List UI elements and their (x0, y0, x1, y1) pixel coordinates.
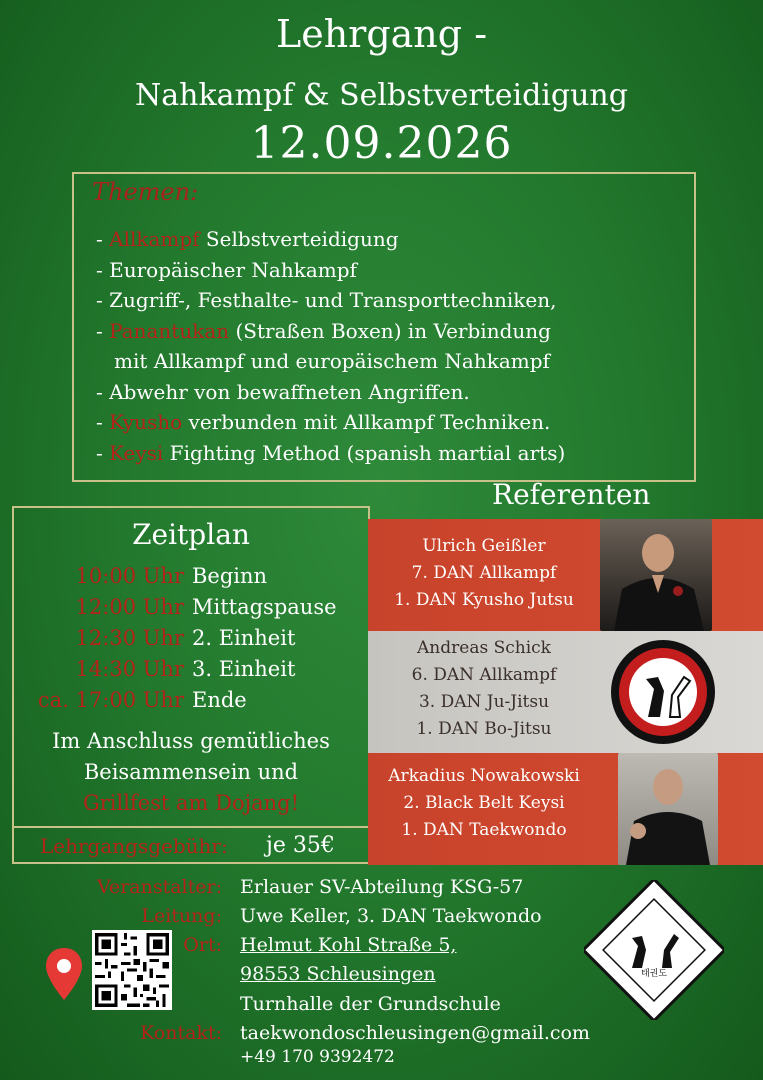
allkampf-logo (608, 637, 718, 747)
list-item: - Panantukan (Straßen Boxen) in Verbindung (96, 318, 551, 343)
referent-photo (618, 753, 718, 865)
leitung-label: Leitung: (141, 905, 222, 927)
zeitplan-heading: Zeitplan (132, 518, 250, 551)
referent-card-3 (368, 753, 763, 865)
fee-row (14, 826, 368, 864)
schedule-event: Ende (192, 688, 247, 712)
svg-text:태권도: 태권도 (640, 969, 668, 979)
themen-list (96, 224, 691, 468)
referent-rank: 7. DAN Allkampf (411, 563, 557, 583)
themen-heading: Themen: (92, 178, 199, 206)
referent-rank: 1. DAN Bo-Jitsu (416, 719, 552, 739)
referent-rank: 1. DAN Taekwondo (401, 820, 567, 840)
email-link[interactable]: taekwondoschleusingen@gmail.com (240, 1022, 590, 1044)
referent-name: Ulrich Geißler (422, 536, 546, 556)
kontakt-label: Kontakt: (140, 1022, 222, 1044)
schedule-event: 2. Einheit (192, 626, 296, 650)
list-item: - Abwehr von bewaffneten Angriffen. (96, 379, 470, 404)
list-item: - Allkampf Selbstverteidigung (96, 227, 399, 251)
schedule-event: Beginn (192, 564, 268, 588)
referent-card-2 (368, 631, 763, 753)
referent-rank: 1. DAN Kyusho Jutsu (394, 590, 574, 610)
title-line-2: Nahkampf & Selbstverteidigung (135, 78, 628, 113)
schedule-event: Mittagspause (192, 595, 337, 619)
title-line-1: Lehrgang - (275, 12, 488, 56)
schedule-time: 14:30 Uhr (75, 657, 184, 681)
fee-value: je 35€ (266, 833, 335, 858)
list-item: - Europäischer Nahkampf (96, 257, 357, 282)
referent-rank: 2. Black Belt Keysi (403, 793, 565, 813)
referent-name: Arkadius Nowakowski (388, 766, 580, 786)
referent-photo (600, 519, 712, 631)
notice-line-3: Grillfest am Dojang! (82, 791, 300, 815)
list-item: - Zugriff-, Festhalte- und Transporttechniken, (96, 288, 557, 312)
leitung-value: Uwe Keller, 3. DAN Taekwondo (240, 905, 542, 927)
map-pin-icon[interactable] (44, 946, 84, 1002)
fee-label: Lehrgangsgebühr: (40, 834, 228, 858)
qr-code[interactable] (92, 930, 172, 1010)
list-item: - Kyusho verbunden mit Allkampf Techniken. (96, 410, 551, 434)
address-street-link[interactable]: Helmut Kohl Straße 5, (240, 934, 457, 956)
referenten-heading: Referenten (492, 478, 651, 511)
referent-name: Andreas Schick (417, 638, 551, 658)
ksg57-logo (584, 880, 724, 1020)
address-city-link[interactable]: 98553 Schleusingen (240, 963, 436, 985)
list-item: - Keysi Fighting Method (spanish martial arts) (96, 440, 566, 465)
referent-card-1 (368, 519, 763, 631)
notice-line-2: Beisammensein und (83, 760, 299, 784)
referent-rank: 3. DAN Ju-Jitsu (418, 692, 550, 712)
zeitplan-box (12, 506, 370, 864)
ort-label: Ort: (183, 934, 222, 956)
list-item: mit Allkampf und europäischem Nahkampf (114, 349, 550, 373)
phone-link[interactable]: +49 170 9392472 (240, 1047, 395, 1067)
schedule-event: 3. Einheit (192, 657, 296, 681)
schedule-time: ca. 17:00 Uhr (37, 688, 184, 712)
title-date: 12.09.2026 (250, 118, 513, 169)
schedule-time: 12:30 Uhr (75, 626, 184, 650)
referent-rank: 6. DAN Allkampf (411, 665, 557, 685)
veranstalter-label: Veranstalter: (96, 876, 222, 898)
schedule-time: 10:00 Uhr (75, 564, 184, 588)
notice-line-1: Im Anschluss gemütliches (52, 729, 330, 753)
veranstalter-value: Erlauer SV-Abteilung KSG-57 (240, 876, 524, 898)
schedule-time: 12:00 Uhr (75, 595, 184, 619)
venue-name: Turnhalle der Grundschule (240, 993, 501, 1015)
themen-box (72, 172, 696, 482)
